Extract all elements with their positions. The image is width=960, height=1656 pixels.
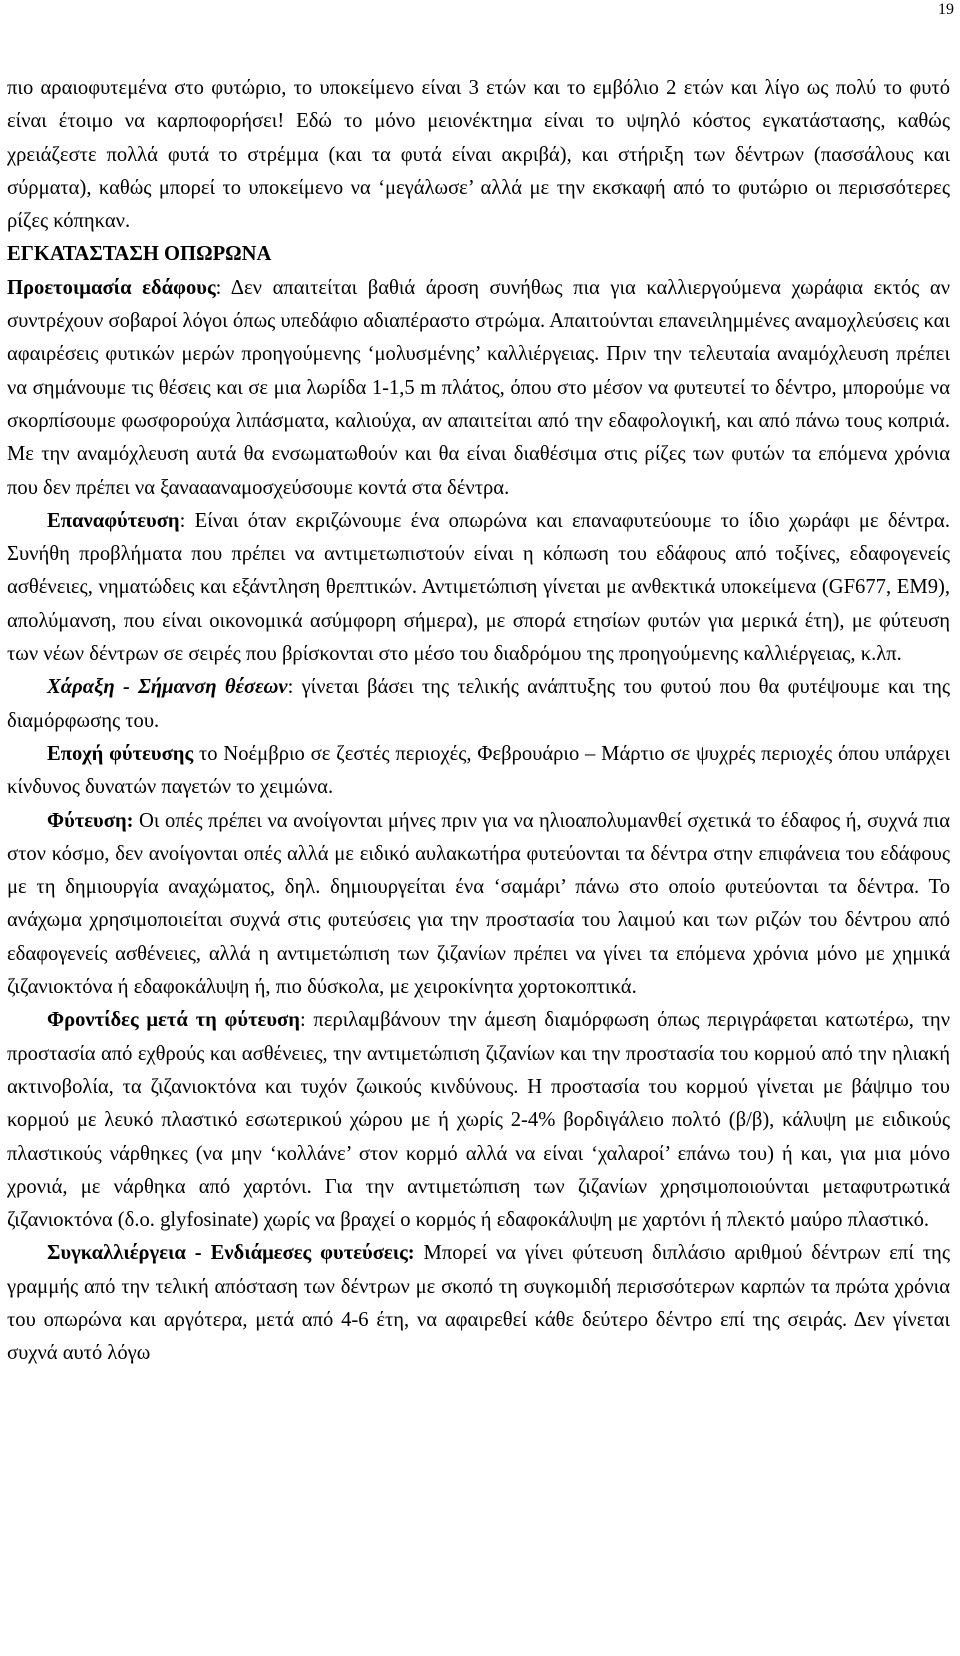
marking-text: : γίνεται βάσει της τελικής ανάπτυξης του φυτού που θα φυτέψουμε και της διαμόρφωσης του.	[7, 676, 950, 732]
replanting-term: Επαναφύτευση	[47, 509, 180, 532]
planting-season-term: Εποχή φύτευσης	[47, 742, 194, 765]
soil-preparation-term: Προετοιμασία εδάφους	[7, 276, 216, 299]
intercropping-paragraph	[7, 1237, 950, 1370]
aftercare-term: Φροντίδες μετά τη φύτευση	[47, 1009, 300, 1032]
planting-text: Οι οπές πρέπει να ανοίγονται μήνες πριν για να ηλιοαπολυμανθεί σχετικά το έδαφος ή, συχνά πια στον κόσμο, δεν ανοίγονται οπές αλλά με ειδικό αυλακωτήρα φυτεύονται τα δέντρα στην επιφάνεια του εδάφους με τη δημιουργία αναχώματος, δηλ. δημιουργείται ένα ‘σαμάρι’ πάνω στο οποίο φυτεύονται τα δέντρα. Το ανάχωμα χρησιμοποιείται συχνά στις φυτεύσεις για την προστασία του λαιμού και των ριζών του δέντρου από εδαφογενείς ασθένειες, αλλά η αντιμετώπιση των ζιζανίων πρέπει να γίνει τα επόμενα χρόνια μόνο με χημικά ζιζανιοκτόνα ή εδαφοκάλυψη ή, πιο δύσκολα, με χειροκίνητα χορτοκοπτικά.	[7, 809, 950, 999]
replanting-text: : Είναι όταν εκριζώνουμε ένα οπωρώνα και επαναφυτεύουμε το ίδιο χωράφι με δέντρα. Συνήθη προβλήματα που πρέπει να αντιμετωπιστούν είναι η κόπωση του εδάφους από τοξίνες, εδαφογενείς ασθένειες, νηματώδεις και εξάντληση θρεπτικών. Αντιμετώπιση γίνεται με ανθεκτικά υποκείμενα (GF677, EM9), απολύμανση, που είναι οικονομικά ασύμφορη σήμερα), με σπορά ετησίων φυτών για μερικά έτη), με φύτευση των νέων δέντρων σε σειρές που βρίσκονται στο μέσο του διαδρόμου της προηγούμενης καλλιέργειας, κ.λπ.	[7, 509, 950, 666]
intercropping-text: Μπορεί να γίνει φύτευση διπλάσιο αριθμού δέντρων επί της γραμμής από την τελική απόσταση των δέντρων με σκοπό τη συγκομιδή περισσότερων καρπών τα πρώτα χρόνια του οπωρώνα και αργότερα, μετά από 4-6 έτη, να αφαιρεθεί κάθε δεύτερο δέντρο επί της σειράς. Δεν γίνεται συχνά αυτό λόγω	[7, 1242, 950, 1365]
soil-preparation-paragraph	[7, 238, 950, 504]
aftercare-text: : περιλαμβάνουν την άμεση διαμόρφωση όπως περιγράφεται κατωτέρω, την προστασία από εχθρούς και ασθένειες, την αντιμετώπιση ζιζανίων και την προστασία του κορμού από την ηλιακή ακτινοβολία, τα ζιζανιοκτόνα και τυχόν ζωικούς κινδύνους. Η προστασία του κορμού γίνεται με βάψιμο του κορμού με λευκό πλαστικό εσωτερικού χώρου με ή χωρίς 2-4% βορδιγάλειο πολτό (β/β), κάλυψη με ειδικούς πλαστικούς νάρθηκες (να μην ‘κολλάνε’ στον κορμό αλλά να είναι ‘χαλαροί’ επάνω του) ή και, για μια μόνο χρονιά, με νάρθηκα από χαρτόνι. Για την αντιμετώπιση των ζιζανίων χρησιμοποιούνται μεταφυτρωτικά ζιζανιοκτόνα (δ.ο. glyfosinate) χωρίς να βραχεί ο κορμός ή εδαφοκάλυψη με χαρτόνι ή πλεκτό μαύρο πλαστικό.	[7, 1009, 951, 1232]
soil-preparation-text: : Δεν απαιτείται βαθιά άροση συνήθως πια για καλλιεργούμενα χωράφια εκτός αν συντρέχουν σοβαροί λόγοι όπως υπεδάφιο αδιαπέραστο στρώμα. Απαιτούνται επανειλημμένες αναμοχλεύσεις και αφαιρέσεις φυτικών μερών προηγούμενης ‘μολυσμένης’ καλλιέργειας. Πριν την τελευταία αναμόχλευση πρέπει να σημάνουμε τις θέσεις και σε μια λωρίδα 1-1,5 m πλάτος, όπου στο μέσον να φυτευτεί το δέντρο, μπορούμε να σκορπίσουμε φωσφορούχα λιπάσματα, καλιούχα, αν απαιτείται από την εδαφολογική, και από πάνω τους κοπριά. Με την αναμόχλευση αυτά θα ενσωματωθούν και θα είναι διαθέσιμα στις ρίζες των φυτών τα επόμενα χρόνια που δεν πρέπει να ξαναααναμοσχεύσουμε κοντά στα δέντρα.	[7, 276, 950, 499]
planting-season-text: το Νοέμβριο σε ζεστές περιοχές, Φεβρουάριο – Μάρτιο σε ψυχρές περιοχές όπου υπάρχει κίνδυνος δυνατών παγετών το χειμώνα.	[7, 742, 950, 799]
intro-paragraph: πιο αραιοφυτεμένα στο φυτώριο, το υποκείμενο είναι 3 ετών και το εμβόλιο 2 ετών και λίγο ως πολύ το φυτό είναι έτοιμο να καρποφορήσει! Εδώ το μόνο μειονέκτημα είναι το υψηλό κόστος εγκατάστασης, καθώς χρειάζεστε πολλά φυτά το στρέμμα (και τα φυτά είναι ακριβά), και στήριξη των δέντρων (πασσάλους και σύρματα), καθώς μπορεί το υποκείμενο να ‘μεγάλωσε’ αλλά με την εκσκαφή από το φυτώριο οι περισσότερες ρίζες κόπηκαν.	[7, 77, 950, 233]
marking-term: Χάραξη - Σήμανση θέσεων	[47, 676, 288, 699]
section-heading: ΕΓΚΑΤΑΣΤΑΣΗ ΟΠΩΡΩΝΑ	[7, 243, 272, 266]
replanting-paragraph	[7, 505, 950, 671]
planting-paragraph	[7, 805, 950, 1005]
marking-paragraph	[7, 671, 950, 738]
page-number: 19	[938, 1, 954, 18]
intercropping-term: Συγκαλλιέργεια - Ενδιάμεσες φυτεύσεις:	[47, 1242, 415, 1265]
planting-term: Φύτευση:	[47, 809, 134, 832]
aftercare-paragraph	[7, 1004, 950, 1237]
page-content	[7, 72, 950, 1371]
planting-season-paragraph	[7, 738, 950, 805]
